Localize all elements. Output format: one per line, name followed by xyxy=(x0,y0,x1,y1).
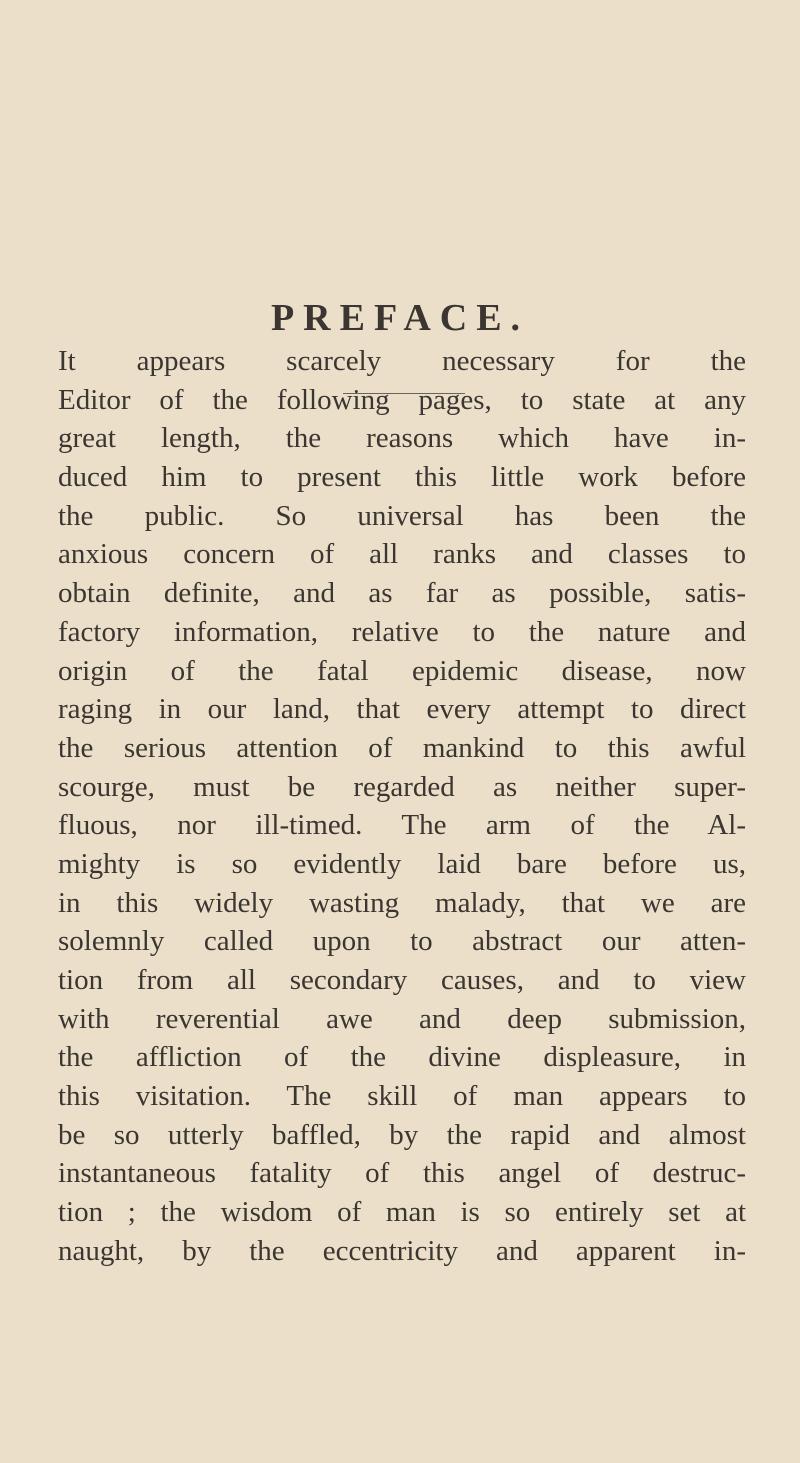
text-line: in this widely wasting malady, that we are xyxy=(58,886,746,919)
text-line: solemnly called upon to abstract our atten- xyxy=(58,925,746,958)
text-line: scourge, must be regarded as neither super- xyxy=(58,770,746,803)
text-line: factory information, relative to the nature and xyxy=(58,615,746,648)
text-line: raging in our land, that every attempt to direct xyxy=(58,693,746,726)
text-line: tion ; the wisdom of man is so entirely set at xyxy=(58,1196,746,1229)
text-line: duced him to present this little work before xyxy=(58,461,746,494)
text-line: naught, by the eccentricity and apparent in- xyxy=(58,1234,746,1267)
text-line: the public. So universal has been the xyxy=(58,499,746,532)
text-line: tion from all secondary causes, and to view xyxy=(58,964,746,996)
text-line: It appears scarcely necessary for the xyxy=(58,345,746,377)
text-line: the serious attention of mankind to this awful xyxy=(58,731,746,764)
page-title: PREFACE. xyxy=(270,297,530,339)
text-line: anxious concern of all ranks and classes to xyxy=(58,538,746,571)
text-line: great length, the reasons which have in- xyxy=(58,422,746,455)
text-line: this visitation. The skill of man appears to xyxy=(58,1080,746,1113)
text-line: with reverential awe and deep submission, xyxy=(58,1002,746,1035)
text-line: instantaneous fatality of this angel of destruc- xyxy=(58,1157,746,1190)
text-line: fluous, nor ill-timed. The arm of the Al- xyxy=(58,809,746,842)
text-line: origin of the fatal epidemic disease, now xyxy=(58,654,746,687)
preface-text xyxy=(58,342,746,1271)
text-line: mighty is so evidently laid bare before us, xyxy=(58,847,746,880)
text-line: be so utterly baffled, by the rapid and almost xyxy=(58,1118,746,1151)
text-line: obtain definite, and as far as possible, satis- xyxy=(58,577,746,610)
text-line: Editor of the following pages, to state at any xyxy=(58,383,746,416)
text-line: the affliction of the divine displeasure, in xyxy=(58,1041,746,1074)
